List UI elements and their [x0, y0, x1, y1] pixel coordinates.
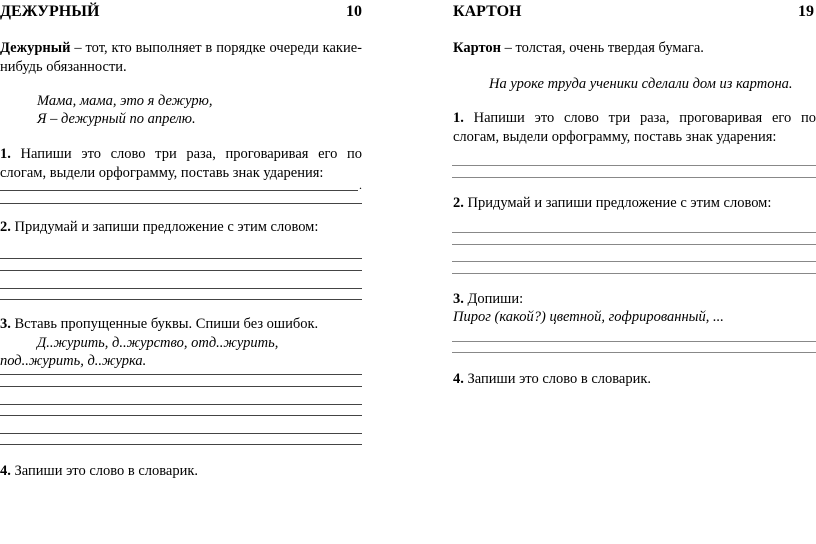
answer-line: [0, 433, 362, 434]
task-3-phrase: Пирог (какой?) цветной, гофрированный, ...: [453, 309, 724, 325]
left-page: [0, 0, 362, 544]
answer-line: [0, 386, 362, 387]
task-1-number: 1.: [453, 110, 464, 126]
definition-text: – толстая, очень твердая бумага.: [504, 40, 704, 56]
definition-text: – тот, кто выполняет в порядке очереди какие-нибудь обязанности.: [0, 40, 363, 75]
answer-line: [0, 444, 362, 445]
answer-line: [0, 270, 362, 271]
task-1: [0, 145, 362, 183]
page-number: 19: [798, 3, 814, 20]
task-4-number: 4.: [0, 463, 11, 479]
answer-line: [452, 273, 816, 274]
word-heading: ДЕЖУРНЫЙ: [0, 3, 100, 20]
answer-line: [0, 258, 362, 259]
answer-line: [452, 165, 816, 166]
task-2-number: 2.: [0, 219, 11, 235]
answer-line: [0, 203, 362, 204]
answer-line: [0, 299, 362, 300]
answer-line: [0, 404, 362, 405]
task-1-text: Напиши это слово три раза, проговаривая его по слогам, выдели орфограмму, поставь знак ударения:: [0, 146, 363, 181]
answer-line: [0, 374, 362, 375]
answer-line: [452, 261, 816, 262]
task-3-number: 3.: [453, 291, 464, 307]
task-4-number: 4.: [453, 371, 464, 387]
line-dot: .: [359, 178, 362, 192]
task-3: [0, 315, 318, 334]
answer-line: [452, 177, 816, 178]
task-3-text: Вставь пропущенные буквы. Спиши без ошибок.: [14, 316, 319, 332]
task-2-text: Придумай и запиши предложение с этим словом:: [14, 219, 319, 235]
task-2: [0, 218, 318, 237]
answer-line: [452, 352, 816, 353]
example-line-2: Я – дежурный по апрелю.: [37, 111, 196, 127]
answer-line: [0, 415, 362, 416]
definition-term: Дежурный: [0, 40, 71, 56]
answer-line: [452, 341, 816, 342]
task-3-number: 3.: [0, 316, 11, 332]
definition: [453, 39, 704, 58]
task-2-text: Придумай и запиши предложение с этим словом:: [467, 195, 772, 211]
task-4: [453, 370, 651, 389]
definition: [0, 39, 362, 77]
task-1-number: 1.: [0, 146, 11, 162]
answer-line: [452, 244, 816, 245]
example-line-1: Мама, мама, это я дежурю,: [37, 93, 213, 109]
task-2-number: 2.: [453, 195, 464, 211]
task-2: [453, 194, 771, 213]
example-sentence: На уроке труда ученики сделали дом из картона.: [489, 76, 793, 92]
task-4-text: Запиши это слово в словарик.: [14, 463, 199, 479]
right-page: [452, 0, 816, 544]
definition-term: Картон: [453, 40, 501, 56]
word-heading: КАРТОН: [453, 3, 522, 20]
task-3-words-line-2: под..журить, д..журка.: [0, 353, 147, 369]
task-1-text: Напиши это слово три раза, проговаривая его по слогам, выдели орфограмму, поставь знак ударения:: [453, 110, 816, 145]
task-4-text: Запиши это слово в словарик.: [467, 371, 652, 387]
answer-line: [0, 190, 358, 191]
task-4: [0, 462, 198, 481]
page-number: 10: [346, 3, 362, 20]
answer-line: [0, 288, 362, 289]
task-3-words-line-1: Д..журить, д..журство, отд..журить,: [37, 335, 279, 351]
task-1: [453, 109, 816, 147]
task-3-text: Допиши:: [467, 291, 524, 307]
task-3: [453, 290, 523, 309]
answer-line: [452, 232, 816, 233]
